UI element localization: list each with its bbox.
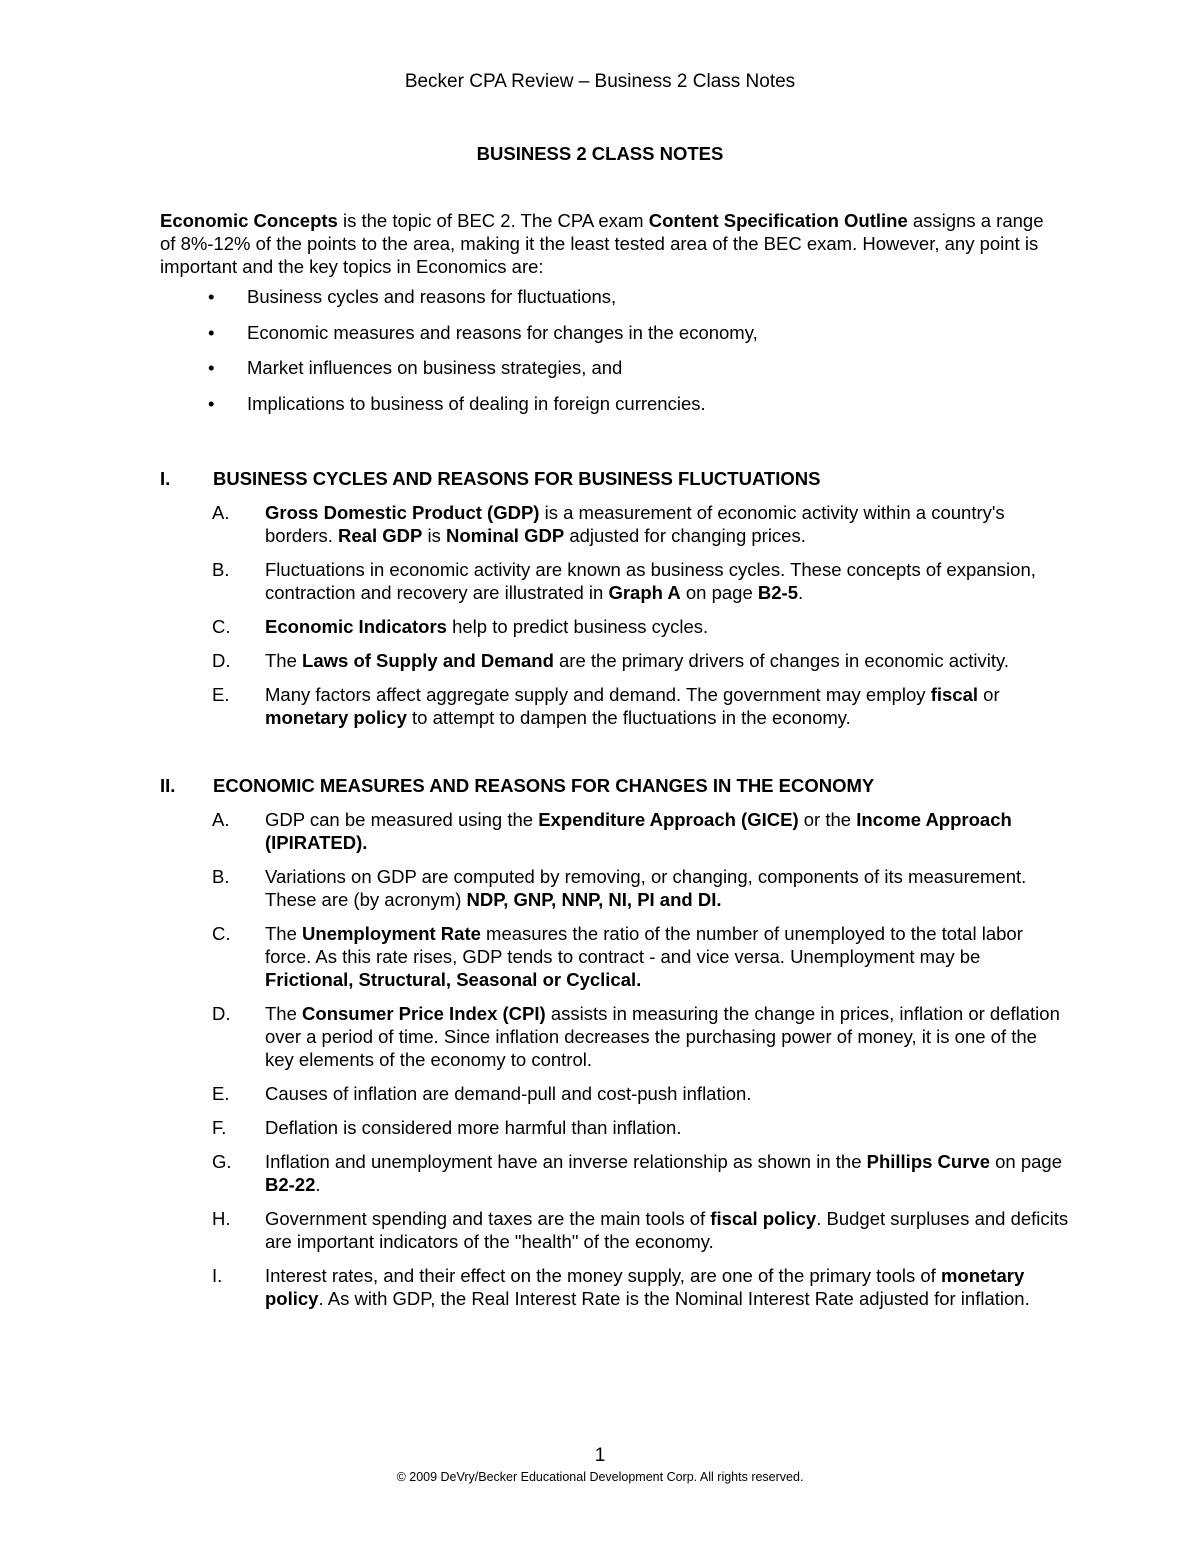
item-letter: E. xyxy=(212,684,230,705)
bold-term: Frictional, Structural, Seasonal or Cyclical. xyxy=(265,969,642,990)
item-text: . Budget surpluses and deficits are important indicators of the "health" of the economy. xyxy=(265,1208,1069,1252)
bold-term: B2-22 xyxy=(265,1174,316,1195)
bullet-icon: • xyxy=(208,392,215,414)
bold-term: Expenditure Approach (GICE) xyxy=(538,809,799,830)
section-items xyxy=(160,808,1070,1310)
bold-term: Consumer Price Index (CPI) xyxy=(302,1003,546,1024)
item-text: Fluctuations in economic activity are known as business cycles. These concepts of expansion, contraction and recovery are illustrated in xyxy=(265,559,1036,603)
intro-section xyxy=(160,209,1060,427)
item-text: The xyxy=(265,650,303,671)
item-letter: A. xyxy=(212,809,230,830)
item-letter: G. xyxy=(212,1151,232,1172)
list-item xyxy=(160,683,1070,729)
list-item xyxy=(160,1150,1070,1196)
item-text: The xyxy=(265,1003,303,1024)
item-text: . As with GDP, the Real Interest Rate is the Nominal Interest Rate adjusted for inflation. xyxy=(318,1288,1030,1309)
bold-term: Laws of Supply and Demand xyxy=(302,650,554,671)
bold-term: monetary policy xyxy=(265,1265,1025,1309)
bold-term: NDP, GNP, NNP, NI, PI and DI. xyxy=(466,889,722,910)
page-number: 1 xyxy=(594,1445,606,1466)
item-letter: I. xyxy=(212,1265,223,1286)
item-text: adjusted for changing prices. xyxy=(564,525,806,546)
item-text: assists in measuring the change in prices, inflation or deflation over a period of time. Since inflation decreases the purchasing power of money, it is one of the key elements of the economy to control. xyxy=(265,1003,1060,1070)
section-heading xyxy=(160,774,1070,808)
item-text: to attempt to dampen the fluctuations in the economy. xyxy=(406,707,851,728)
item-text: Deflation is considered more harmful than inflation. xyxy=(265,1117,682,1138)
item-text: is a measurement of economic activity within a country's borders. xyxy=(265,502,1005,546)
item-letter: B. xyxy=(212,866,230,887)
item-letter: D. xyxy=(212,650,231,671)
section-heading xyxy=(160,467,1070,501)
list-item-text: Business cycles and reasons for fluctuations, xyxy=(247,286,617,307)
section-number: II. xyxy=(160,775,176,796)
item-letter: C. xyxy=(212,923,231,944)
copyright-notice: © 2009 DeVry/Becker Educational Development Corp. All rights reserved. xyxy=(396,1470,804,1484)
bold-term: Nominal GDP xyxy=(445,525,565,546)
running-header: Becker CPA Review – Business 2 Class Notes xyxy=(404,71,796,92)
list-item xyxy=(160,1116,1070,1139)
bold-term: monetary policy xyxy=(265,707,407,728)
bullet-icon: • xyxy=(208,357,215,378)
list-item xyxy=(160,1082,1070,1105)
document-title: BUSINESS 2 CLASS NOTES xyxy=(476,143,724,164)
item-text: Many factors affect aggregate supply and demand. The government may employ xyxy=(265,684,931,705)
bold-term: Real GDP xyxy=(338,525,423,546)
item-letter: C. xyxy=(212,616,231,637)
list-item xyxy=(160,1207,1070,1253)
list-item xyxy=(160,865,1070,911)
item-text: on page xyxy=(680,582,758,603)
list-item-text: Implications to business of dealing in foreign currencies. xyxy=(247,392,706,414)
list-item xyxy=(160,649,1070,672)
item-letter: B. xyxy=(212,559,230,580)
item-text: GDP can be measured using the xyxy=(265,809,539,830)
item-text: The xyxy=(265,923,303,944)
section-title: BUSINESS CYCLES AND REASONS FOR BUSINESS FLUCTUATIONS xyxy=(213,468,821,489)
bold-term: Income Approach (IPIRATED). xyxy=(265,809,1012,853)
bold-term: B2-5 xyxy=(757,582,799,603)
item-letter: E. xyxy=(212,1083,230,1104)
list-item xyxy=(160,558,1070,604)
item-text: is xyxy=(422,525,446,546)
key-topics-list xyxy=(160,285,1060,427)
intro-text: assigns a range of 8%-12% of the points to the area, making it the least tested area of the BEC exam. However, any point is important and the key topics in Economics are: xyxy=(160,210,1044,277)
item-letter: H. xyxy=(212,1208,231,1229)
item-text: Government spending and taxes are the main tools of xyxy=(265,1208,711,1229)
list-item xyxy=(160,922,1070,991)
list-item xyxy=(160,1002,1070,1071)
list-item xyxy=(160,1264,1070,1310)
list-item xyxy=(160,615,1070,638)
item-text: Variations on GDP are computed by removing, or changing, components of its measurement. These are (by acronym) xyxy=(265,866,1027,910)
bold-term: Economic Indicators xyxy=(265,616,447,637)
item-text: . xyxy=(798,582,804,603)
section-business-cycles xyxy=(160,467,1070,740)
list-item xyxy=(160,392,1060,428)
item-text: Causes of inflation are demand-pull and cost-push inflation. xyxy=(265,1083,752,1104)
item-text: Inflation and unemployment have an inverse relationship as shown in the xyxy=(265,1151,867,1172)
item-text: Interest rates, and their effect on the money supply, are one of the primary tools of xyxy=(265,1265,941,1286)
list-item-text: Market influences on business strategies, and xyxy=(247,357,623,378)
bold-term: fiscal policy xyxy=(710,1208,817,1229)
bullet-icon: • xyxy=(208,286,215,307)
bold-term: Phillips Curve xyxy=(866,1151,990,1172)
bold-term: Gross Domestic Product (GDP) xyxy=(265,502,540,523)
bullet-icon: • xyxy=(208,321,215,343)
item-text: . xyxy=(315,1174,321,1195)
intro-text: is the topic of BEC 2. The CPA exam xyxy=(337,210,649,231)
section-number: I. xyxy=(160,468,171,489)
list-item xyxy=(160,808,1070,854)
item-letter: A. xyxy=(212,502,230,523)
item-text: or xyxy=(978,684,1000,705)
item-text: help to predict business cycles. xyxy=(446,616,709,637)
term-economic-concepts: Economic Concepts xyxy=(160,210,338,231)
section-title: ECONOMIC MEASURES AND REASONS FOR CHANGES IN THE ECONOMY xyxy=(213,775,875,796)
list-item xyxy=(160,501,1070,547)
section-items xyxy=(160,501,1070,729)
item-letter: F. xyxy=(212,1117,227,1138)
item-letter: D. xyxy=(212,1003,231,1024)
list-item xyxy=(160,356,1060,392)
list-item xyxy=(160,285,1060,321)
term-content-specification-outline: Content Specification Outline xyxy=(648,210,908,231)
bold-term: Unemployment Rate xyxy=(302,923,481,944)
intro-paragraph xyxy=(160,209,1060,278)
item-text: on page xyxy=(990,1151,1063,1172)
list-item-text: Economic measures and reasons for changes in the economy, xyxy=(247,321,758,343)
item-text: measures the ratio of the number of unemployed to the total labor force. As this rate rises, GDP tends to contract - and vice versa. Unemployment may be xyxy=(265,923,1023,967)
list-item xyxy=(160,321,1060,357)
section-economic-measures xyxy=(160,774,1070,1321)
item-text: or the xyxy=(798,809,857,830)
bold-term: fiscal xyxy=(930,684,979,705)
item-text: are the primary drivers of changes in economic activity. xyxy=(553,650,1010,671)
bold-term: Graph A xyxy=(608,582,681,603)
